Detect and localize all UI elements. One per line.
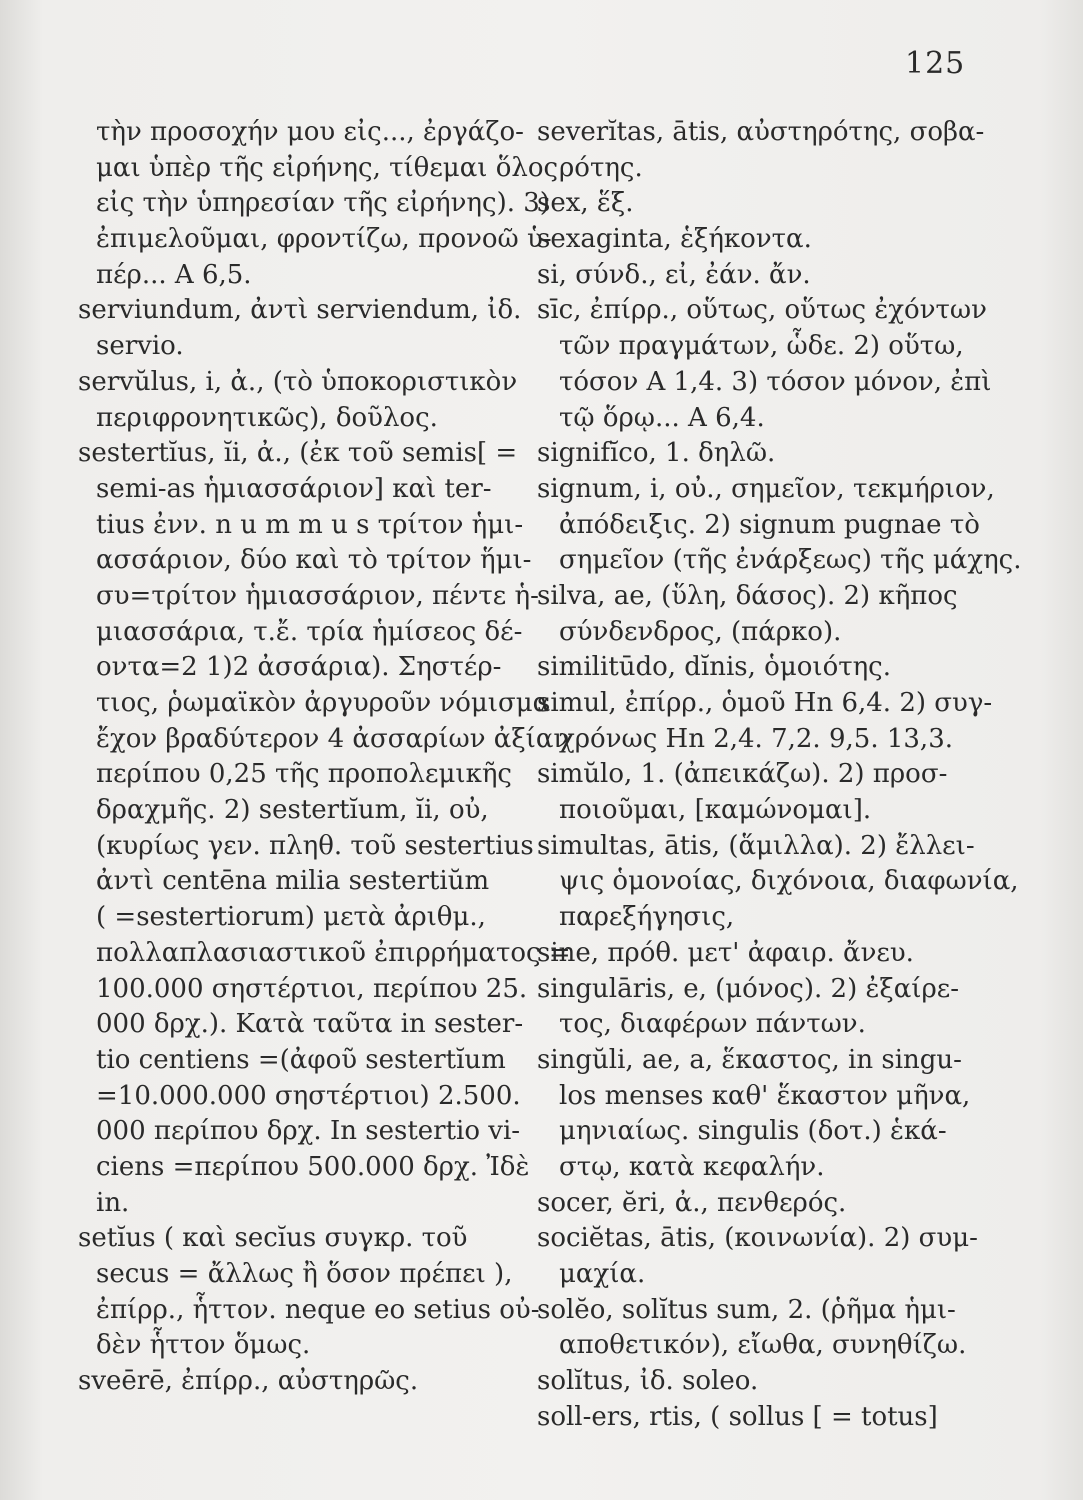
text-line: τὴν προσοχήν μου εἰς..., ἐργάζο-	[96, 117, 524, 147]
text-line: ἔχον βραδύτερον 4 ἀσσαρίων ἀξίαν	[96, 723, 570, 754]
text-line: σύνδενδρος, (πάρκο).	[559, 616, 842, 647]
text-line: simultas, ātis, (ἅμιλλα). 2) ἔλλει-	[537, 830, 975, 861]
text-line: πολλαπλασιαστικοῦ ἐπιρρήματος =	[96, 937, 571, 968]
text-line: πέρ... A 6,5.	[96, 259, 252, 290]
text-line: τῷ ὅρῳ... A 6,4.	[559, 402, 765, 433]
text-line: δὲν ἧττον ὅμως.	[96, 1330, 311, 1361]
text-line: ἀπόδειξις. 2) signum pugnae τὸ	[559, 509, 980, 540]
text-line: setĭus ( καὶ secĭus συγκρ. τοῦ	[78, 1223, 468, 1254]
text-line: τιος, ῥωμαϊκὸν ἀργυροῦν νόμισμα	[96, 688, 551, 718]
text-line: ρότης.	[559, 152, 643, 183]
text-line: τῶν πραγμάτων, ὧδε. 2) οὕτω,	[559, 331, 964, 362]
text-line: solĕo, solĭtus sum, 2. (ῥῆμα ἡμι-	[537, 1294, 956, 1325]
left-column	[78, 115, 571, 1400]
text-line: sine, πρόθ. μετ' ἀφαιρ. ἄνευ.	[537, 937, 914, 968]
text-line: (κυρίως γεν. πληθ. τοῦ sestertius	[96, 830, 534, 861]
text-line: ἀντὶ centēna milia sestertiŭm	[96, 866, 490, 897]
text-line: socer, ĕri, ἀ., πενθερός.	[537, 1187, 847, 1218]
text-line: ciens =περίπου 500.000 δρχ. Ἰδὲ	[96, 1151, 530, 1182]
text-line: 000 δρχ.). Κατὰ ταῦτα in sester-	[96, 1009, 524, 1040]
text-line: singulāris, e, (μόνος). 2) ἐξαίρε-	[537, 973, 960, 1004]
text-line: σημεῖον (τῆς ἐνάρξεως) τῆς μάχης.	[559, 545, 1022, 576]
text-line: soll-ers, rtis, ( sollus [ = totus]	[537, 1401, 938, 1432]
text-line: ἐπιμελοῦμαι, φροντίζω, προνοῶ ὑ-	[96, 224, 552, 255]
text-line: περίπου 0,25 τῆς προπολεμικῆς	[96, 759, 512, 790]
text-line: los menses καθ' ἕκαστον μῆνα,	[559, 1080, 971, 1111]
text-line: =10.000.000 σηστέρτιοι) 2.500.	[96, 1080, 521, 1111]
text-line: simŭlo, 1. (ἀπεικάζω). 2) προσ-	[537, 759, 948, 790]
text-line: tio centiens =(ἀφοῦ sestertĭum	[96, 1044, 506, 1075]
text-line: sīc, ἐπίρρ., οὕτως, οὕτως ἐχόντων	[537, 295, 987, 326]
text-line: sex, ἕξ.	[537, 188, 634, 219]
text-line: τος, διαφέρων πάντων.	[559, 1009, 866, 1040]
text-line: συ=τρίτον ἡμιασσάριον, πέντε ἡ-	[96, 580, 539, 611]
text-line: 000 περίπου δρχ. In sestertio vi-	[96, 1116, 521, 1147]
text-line: serviundum, ἀντὶ serviendum, ἰδ.	[78, 295, 522, 326]
text-line: 100.000 σηστέρτιοι, περίπου 25.	[96, 973, 528, 1004]
text-line: παρεξήγησις,	[559, 902, 735, 933]
text-line: στῳ, κατὰ κεφαλήν.	[559, 1151, 825, 1182]
text-line: simul, ἐπίρρ., ὁμοῦ Hn 6,4. 2) συγ-	[537, 688, 993, 718]
text-line: sociĕtas, ātis, (κοινωνία). 2) συμ-	[537, 1223, 978, 1254]
text-line: silva, ae, (ὕλη, δάσος). 2) κῆπος	[537, 580, 958, 611]
text-line: ἐπίρρ., ἧττον. neque eo setius οὐ-	[96, 1294, 540, 1325]
text-line: semi-as ἡμιασσάριον] καὶ ter-	[96, 473, 492, 504]
text-line: δραχμῆς. 2) sestertĭum, ĭi, οὐ,	[96, 795, 489, 826]
text-line: sveērē, ἐπίρρ., αὐστηρῶς.	[78, 1366, 419, 1397]
text-line: in.	[96, 1187, 130, 1218]
text-line: servŭlus, i, ἀ., (τὸ ὑποκοριστικὸν	[78, 366, 518, 397]
text-line: sexaginta, ἑξήκοντα.	[537, 224, 812, 255]
text-line: οντα=2 1)2 ἀσσάρια). Σηστέρ-	[96, 652, 502, 683]
text-line: χρόνως Hn 2,4. 7,2. 9,5. 13,3.	[559, 723, 953, 754]
text-line: μηνιαίως. singulis (δοτ.) ἑκά-	[559, 1116, 947, 1147]
text-line: servio.	[96, 331, 184, 362]
text-line: μιασσάρια, τ.ἔ. τρία ἡμίσεος δέ-	[96, 616, 523, 647]
text-line: ασσάριον, δύο καὶ τὸ τρίτον ἥμι-	[96, 545, 532, 576]
text-line: ( =sestertiorum) μετὰ ἀριθμ.,	[96, 902, 486, 933]
text-line: signum, i, οὐ., σημεῖον, τεκμήριον,	[537, 473, 995, 504]
text-line: ποιοῦμαι, [καμώνομαι].	[559, 795, 872, 826]
text-line: μαχία.	[559, 1259, 646, 1289]
right-column	[537, 115, 1022, 1435]
text-line: signifĭco, 1. δηλῶ.	[537, 438, 776, 469]
text-line: τόσον A 1,4. 3) τόσον μόνον, ἐπὶ	[559, 366, 992, 397]
text-line: singŭli, ae, a, ἕκαστος, in singu-	[537, 1044, 962, 1075]
text-line: ψις ὁμονοίας, διχόνοια, διαφωνία,	[559, 866, 1019, 897]
text-line: solĭtus, ἰδ. soleo.	[537, 1366, 759, 1397]
text-line: secus = ἄλλως ἢ ὅσον πρέπει ),	[96, 1259, 513, 1289]
text-line: similitūdo, dĭnis, ὁμοιότης.	[537, 652, 892, 683]
page-number: 125	[905, 46, 966, 81]
text-line: si, σύνδ., εἰ, ἐάν. ἄν.	[537, 259, 811, 290]
text-line: tius ἐνν. n u m m u s τρίτον ἡμι-	[96, 509, 524, 540]
text-line: severĭtas, ātis, αὐστηρότης, σοβα-	[537, 117, 985, 147]
text-line: sestertĭus, ĭi, ἀ., (ἐκ τοῦ semis[ =	[78, 438, 518, 469]
text-line: εἰς τὴν ὑπηρεσίαν τῆς εἰρήνης). 3)	[96, 188, 550, 219]
text-line: αποθετικόν), εἴωθα, συνηθίζω.	[559, 1330, 967, 1361]
text-line: μαι ὑπὲρ τῆς εἰρήνης, τίθεμαι ὅλος	[96, 152, 559, 183]
text-line: περιφρονητικῶς), δοῦλος.	[96, 402, 438, 433]
